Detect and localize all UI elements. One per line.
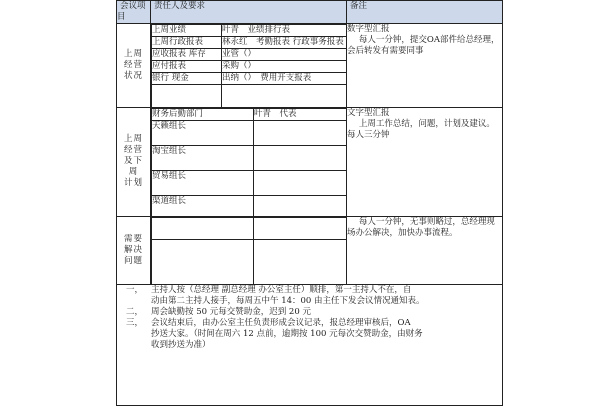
footer-rules-cell xyxy=(117,284,503,405)
header-responsible: 责任人及要求 xyxy=(151,1,347,24)
row-person: 林永红 考勤报表 行政事务报表 xyxy=(222,37,347,49)
table-row xyxy=(152,25,347,37)
row-person: 叶青 业绩排行表 xyxy=(222,25,347,37)
row-item: 天籁组长 xyxy=(152,120,254,145)
table-row xyxy=(152,108,347,120)
note-title: 文字型汇报 xyxy=(347,107,390,118)
table-row xyxy=(152,195,347,216)
section3-note xyxy=(347,217,503,285)
rule-3-cont2: 收到抄送为准） xyxy=(151,339,211,350)
row-item: 银行 现金 xyxy=(152,73,222,85)
row-person: 业管（） xyxy=(222,49,347,61)
rule-3: 三， 会议结束后，由办公室主任负责形成会议记录，报总经理审核后，OA xyxy=(125,317,411,328)
table-row xyxy=(152,73,347,85)
row-person: 采购（） xyxy=(222,61,347,73)
note-title: 数字型汇报 xyxy=(347,24,390,34)
table-row xyxy=(152,170,347,195)
section2-items xyxy=(151,107,347,217)
row-item: 上周行政报表 xyxy=(152,37,222,49)
section3-label: 需要 解决 问题 xyxy=(117,217,151,285)
row-item: 财务后勤部门 xyxy=(152,108,254,120)
table-row xyxy=(152,120,347,145)
table-row xyxy=(152,145,347,170)
section2-note xyxy=(347,107,503,217)
section-last-week-status xyxy=(117,24,503,108)
meeting-agenda-document xyxy=(116,0,502,400)
table-header-row xyxy=(117,1,503,24)
row-item: 上周业绩 xyxy=(152,25,222,37)
row-item: 贸易组长 xyxy=(152,170,254,195)
row-person: 叶青 代表 xyxy=(254,108,347,120)
rule-2: 二， 周会缺勤按 50 元每交赞助金，迟到 20 元 xyxy=(125,306,311,317)
header-meeting-item: 会议项目 xyxy=(117,1,151,24)
note-body: 每人一分钟，无事则略过，总经理现场办公解决，加快办事流程。 xyxy=(347,217,495,238)
section-issues xyxy=(117,217,503,285)
row-item: 淘宝组长 xyxy=(152,145,254,170)
agenda-table xyxy=(116,0,503,406)
row-person: 出纳（） 费用开支报表 xyxy=(222,73,347,85)
section2-label: 上周 经营 及下 周 计划 xyxy=(117,107,151,217)
section-plan xyxy=(117,107,503,217)
rule-1-cont: 动由第二主持人接手，每周五中午 14：00 由主任下发会议情况通知表。 xyxy=(151,295,425,306)
rule-1: 一， 主持人按（总经理 副总经理 办公室主任）顺排，第一主持人不在，自 xyxy=(125,284,412,295)
table-row xyxy=(152,37,347,49)
note-body: 上周工作总结，问题，计划及建议。每人三分钟 xyxy=(347,118,495,140)
row-item: 应收报表 库存 xyxy=(152,49,222,61)
section1-items xyxy=(151,24,347,108)
table-row xyxy=(152,49,347,61)
section1-label: 上周 经营 状况 xyxy=(117,24,151,108)
rule-3-cont: 抄送大家。（时间在周六 12 点前，逾期按 100 元每次交赞助金，由财务 xyxy=(151,328,423,339)
note-body: 每人一分钟，提交OA部件给总经理，会后转发有需要同事 xyxy=(347,35,500,56)
section1-note xyxy=(347,24,503,108)
section3-items xyxy=(151,217,347,285)
row-item: 应付报表 xyxy=(152,61,222,73)
table-row xyxy=(152,61,347,73)
header-remarks: 备注 xyxy=(347,1,503,24)
row-item: 渠道组长 xyxy=(152,195,254,216)
footer-rules xyxy=(117,284,503,405)
